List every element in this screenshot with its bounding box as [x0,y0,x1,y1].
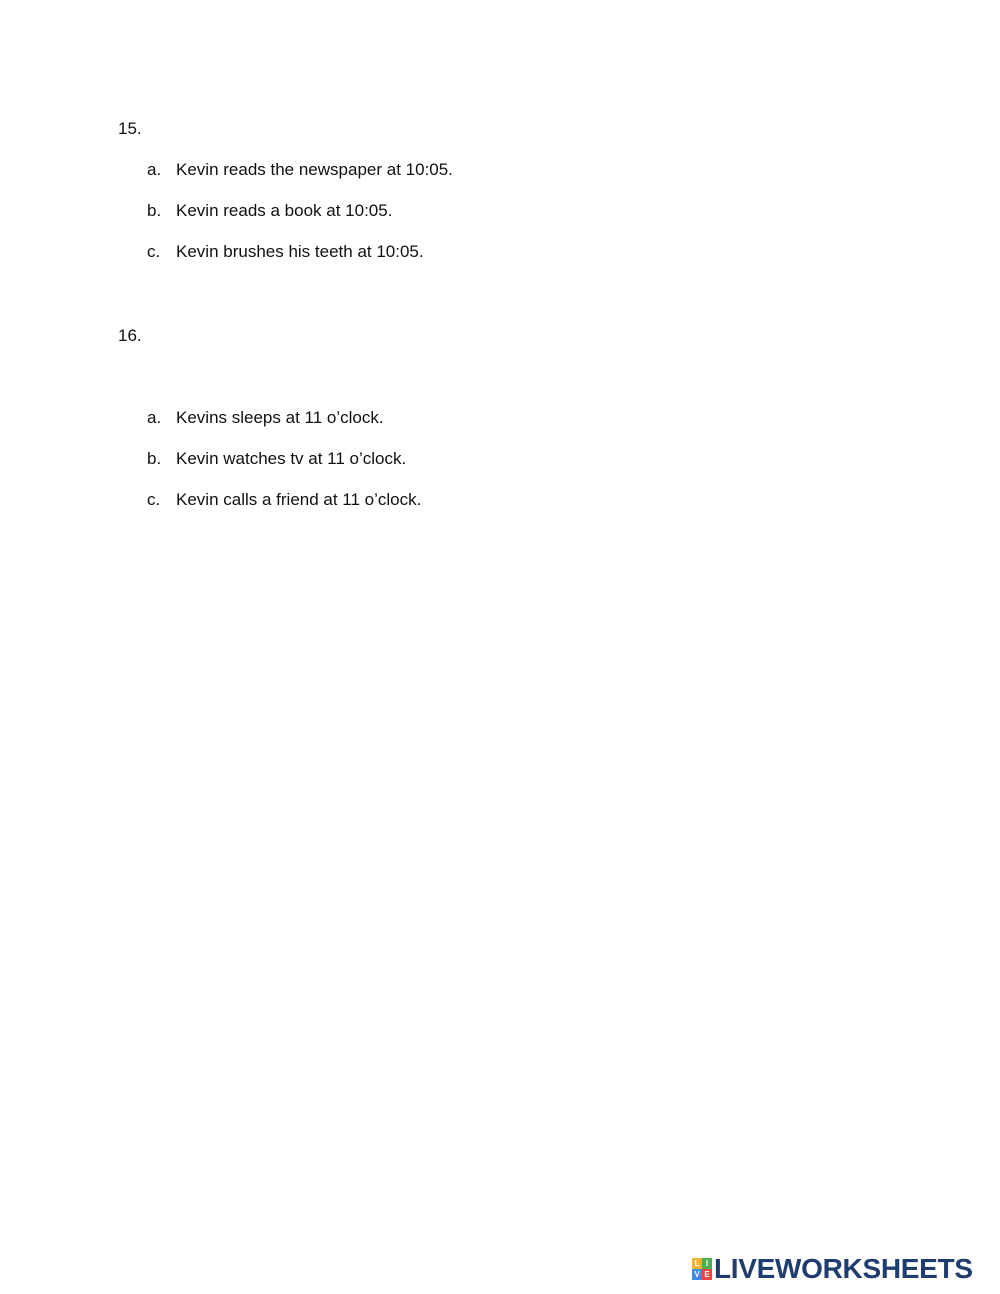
question-15-option-b[interactable] [147,201,392,221]
logo-square-l: L [692,1258,702,1269]
option-text: Kevin reads a book at 10:05. [176,201,393,220]
logo-text: LIVEWORKSHEETS [714,1253,973,1284]
option-text: Kevin calls a friend at 11 o’clock. [176,490,422,509]
logo-squares-icon [692,1258,712,1280]
question-16-option-a[interactable] [147,408,384,428]
option-text: Kevin reads the newspaper at 10:05. [176,160,453,179]
liveworksheets-logo [692,1254,973,1284]
question-number: 15. [118,119,142,138]
logo-square-i: I [702,1258,712,1269]
question-15-option-c[interactable] [147,242,424,262]
logo-square-v: V [692,1269,702,1280]
option-letter: a. [147,408,162,427]
option-text: Kevin watches tv at 11 o’clock. [176,449,407,468]
question-16-option-b[interactable] [147,449,406,469]
option-letter: b. [147,449,162,468]
question-15-option-a[interactable] [147,160,453,180]
option-text: Kevin brushes his teeth at 10:05. [176,242,424,261]
option-letter: c. [147,242,161,261]
option-letter: a. [147,160,162,179]
logo-square-e: E [702,1269,712,1280]
option-text: Kevins sleeps at 11 o’clock. [176,408,384,427]
question-number: 16. [118,326,142,345]
option-letter: c. [147,490,161,509]
option-letter: b. [147,201,162,220]
question-16-option-c[interactable] [147,490,421,510]
